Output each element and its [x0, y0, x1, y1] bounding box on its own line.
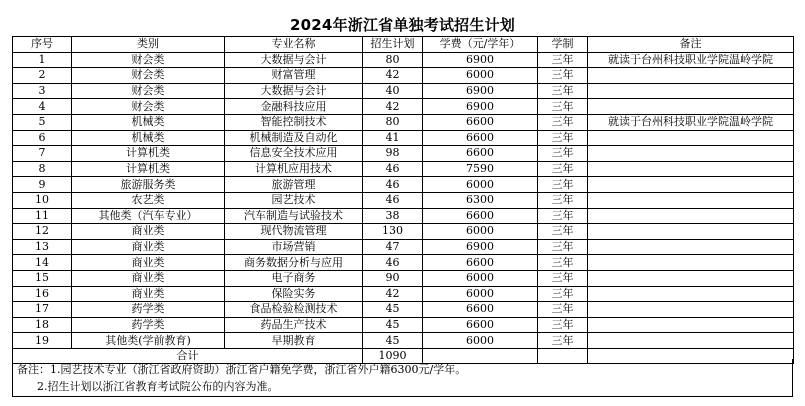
table-row [13, 192, 794, 208]
table-row [13, 286, 794, 302]
header-major: 专业名称 [225, 37, 363, 53]
table-row [13, 83, 794, 99]
header-no: 序号 [13, 37, 72, 53]
cell-category: 商业类 [72, 255, 225, 271]
cell-category: 计算机类 [72, 146, 225, 162]
cell-major: 药品生产技术 [225, 317, 363, 333]
cell-note [588, 161, 794, 177]
table-row [13, 52, 794, 68]
cell-category: 计算机类 [72, 161, 225, 177]
cell-plan: 45 [363, 333, 423, 349]
cell-no: 16 [13, 286, 72, 302]
cell-major: 机械制造及自动化 [225, 130, 363, 146]
cell-plan: 80 [363, 114, 423, 130]
table-row [13, 317, 794, 333]
notes-block [12, 359, 793, 397]
table-row [13, 177, 794, 193]
cell-note [588, 68, 794, 84]
cell-note [588, 302, 794, 318]
cell-category: 商业类 [72, 239, 225, 255]
cell-plan: 42 [363, 68, 423, 84]
cell-category: 商业类 [72, 286, 225, 302]
cell-fee: 6900 [423, 99, 538, 115]
cell-plan: 42 [363, 286, 423, 302]
cell-major: 汽车制造与试验技术 [225, 208, 363, 224]
header-row [13, 37, 794, 53]
cell-fee: 6000 [423, 270, 538, 286]
cell-no: 9 [13, 177, 72, 193]
cell-no: 7 [13, 146, 72, 162]
cell-years: 三年 [538, 333, 588, 349]
cell-major: 信息安全技术应用 [225, 146, 363, 162]
cell-no: 5 [13, 114, 72, 130]
cell-fee: 6600 [423, 255, 538, 271]
cell-note [588, 333, 794, 349]
cell-fee: 6600 [423, 208, 538, 224]
cell-note [588, 83, 794, 99]
cell-major: 计算机应用技术 [225, 161, 363, 177]
cell-plan: 130 [363, 224, 423, 240]
cell-fee: 6600 [423, 114, 538, 130]
cell-category: 机械类 [72, 130, 225, 146]
cell-years: 三年 [538, 239, 588, 255]
cell-major: 电子商务 [225, 270, 363, 286]
cell-fee: 6000 [423, 68, 538, 84]
cell-major: 园艺技术 [225, 192, 363, 208]
cell-note [588, 99, 794, 115]
cell-no: 12 [13, 224, 72, 240]
cell-years: 三年 [538, 286, 588, 302]
table-row [13, 68, 794, 84]
cell-no: 17 [13, 302, 72, 318]
cell-note [588, 146, 794, 162]
cell-no: 10 [13, 192, 72, 208]
cell-category: 机械类 [72, 114, 225, 130]
cell-note [588, 255, 794, 271]
table-row [13, 239, 794, 255]
cell-no: 4 [13, 99, 72, 115]
cell-major: 市场营销 [225, 239, 363, 255]
cell-fee: 7590 [423, 161, 538, 177]
cell-note [588, 286, 794, 302]
cell-plan: 46 [363, 161, 423, 177]
cell-note [588, 130, 794, 146]
cell-note [588, 192, 794, 208]
cell-category: 其他类(学前教育) [72, 333, 225, 349]
header-plan: 招生计划 [363, 37, 423, 53]
cell-no: 13 [13, 239, 72, 255]
cell-years: 三年 [538, 146, 588, 162]
cell-no: 2 [13, 68, 72, 84]
cell-category: 财会类 [72, 83, 225, 99]
table-row [13, 114, 794, 130]
table-row [13, 208, 794, 224]
cell-major: 大数据与会计 [225, 52, 363, 68]
cell-category: 商业类 [72, 224, 225, 240]
cell-plan: 41 [363, 130, 423, 146]
cell-fee: 6000 [423, 333, 538, 349]
header-category: 类别 [72, 37, 225, 53]
admission-plan-table [12, 36, 794, 364]
cell-years: 三年 [538, 130, 588, 146]
cell-plan: 46 [363, 177, 423, 193]
cell-years: 三年 [538, 114, 588, 130]
cell-plan: 46 [363, 255, 423, 271]
cell-fee: 6900 [423, 52, 538, 68]
cell-years: 三年 [538, 192, 588, 208]
cell-fee: 6900 [423, 239, 538, 255]
cell-years: 三年 [538, 83, 588, 99]
table-row [13, 224, 794, 240]
cell-fee: 6000 [423, 177, 538, 193]
cell-category: 旅游服务类 [72, 177, 225, 193]
table-row [13, 99, 794, 115]
cell-no: 19 [13, 333, 72, 349]
cell-fee: 6600 [423, 146, 538, 162]
cell-plan: 47 [363, 239, 423, 255]
cell-years: 三年 [538, 177, 588, 193]
table-row [13, 302, 794, 318]
cell-years: 三年 [538, 52, 588, 68]
cell-category: 其他类（汽车专业） [72, 208, 225, 224]
cell-plan: 98 [363, 146, 423, 162]
cell-no: 6 [13, 130, 72, 146]
table-row [13, 255, 794, 271]
cell-no: 15 [13, 270, 72, 286]
cell-major: 旅游管理 [225, 177, 363, 193]
cell-years: 三年 [538, 302, 588, 318]
header-note: 备注 [588, 37, 794, 53]
header-fee: 学费（元/学年） [423, 37, 538, 53]
cell-fee: 6300 [423, 192, 538, 208]
total-label: 合计 [13, 348, 363, 364]
cell-years: 三年 [538, 99, 588, 115]
cell-note [588, 317, 794, 333]
cell-major: 食品检验检测技术 [225, 302, 363, 318]
cell-category: 财会类 [72, 99, 225, 115]
cell-plan: 45 [363, 317, 423, 333]
cell-major: 金融科技应用 [225, 99, 363, 115]
table-row [13, 130, 794, 146]
cell-note [588, 208, 794, 224]
table-row [13, 161, 794, 177]
cell-years: 三年 [538, 317, 588, 333]
cell-major: 现代物流管理 [225, 224, 363, 240]
cell-plan: 90 [363, 270, 423, 286]
cell-years: 三年 [538, 224, 588, 240]
cell-plan: 38 [363, 208, 423, 224]
cell-note: 就读于台州科技职业学院温岭学院 [588, 52, 794, 68]
cell-note: 就读于台州科技职业学院温岭学院 [588, 114, 794, 130]
cell-fee: 6600 [423, 317, 538, 333]
cell-note [588, 270, 794, 286]
cell-years: 三年 [538, 270, 588, 286]
note-line-2: 2.招生计划以浙江省教育考试院公布的内容为准。 [37, 380, 279, 393]
cell-category: 财会类 [72, 52, 225, 68]
table-row [13, 270, 794, 286]
cell-no: 11 [13, 208, 72, 224]
cell-major: 商务数据分析与应用 [225, 255, 363, 271]
cell-fee: 6000 [423, 224, 538, 240]
cell-years: 三年 [538, 161, 588, 177]
cell-major: 财富管理 [225, 68, 363, 84]
cell-major: 早期教育 [225, 333, 363, 349]
cell-category: 农艺类 [72, 192, 225, 208]
table-row [13, 146, 794, 162]
cell-no: 1 [13, 52, 72, 68]
table-row [13, 333, 794, 349]
cell-plan: 80 [363, 52, 423, 68]
table-body [13, 52, 794, 348]
cell-major: 智能控制技术 [225, 114, 363, 130]
cell-years: 三年 [538, 68, 588, 84]
cell-plan: 45 [363, 302, 423, 318]
header-years: 学制 [538, 37, 588, 53]
cell-fee: 6600 [423, 302, 538, 318]
cell-note [588, 239, 794, 255]
note-line-1: 备注：1.园艺技术专业（浙江省政府资助）浙江省户籍免学费，浙江省外户籍6300元/学年。 [17, 363, 467, 376]
cell-no: 18 [13, 317, 72, 333]
cell-fee: 6000 [423, 286, 538, 302]
cell-no: 8 [13, 161, 72, 177]
cell-plan: 40 [363, 83, 423, 99]
cell-note [588, 224, 794, 240]
cell-category: 商业类 [72, 270, 225, 286]
cell-no: 3 [13, 83, 72, 99]
cell-major: 大数据与会计 [225, 83, 363, 99]
cell-plan: 42 [363, 99, 423, 115]
cell-category: 药学类 [72, 302, 225, 318]
cell-major: 保险实务 [225, 286, 363, 302]
cell-years: 三年 [538, 208, 588, 224]
cell-no: 14 [13, 255, 72, 271]
total-plan: 1090 [363, 348, 423, 364]
cell-years: 三年 [538, 255, 588, 271]
cell-fee: 6900 [423, 83, 538, 99]
cell-note [588, 177, 794, 193]
cell-plan: 46 [363, 192, 423, 208]
page-title: 2024年浙江省单独考试招生计划 [290, 16, 515, 34]
cell-category: 财会类 [72, 68, 225, 84]
cell-category: 药学类 [72, 317, 225, 333]
cell-fee: 6600 [423, 130, 538, 146]
